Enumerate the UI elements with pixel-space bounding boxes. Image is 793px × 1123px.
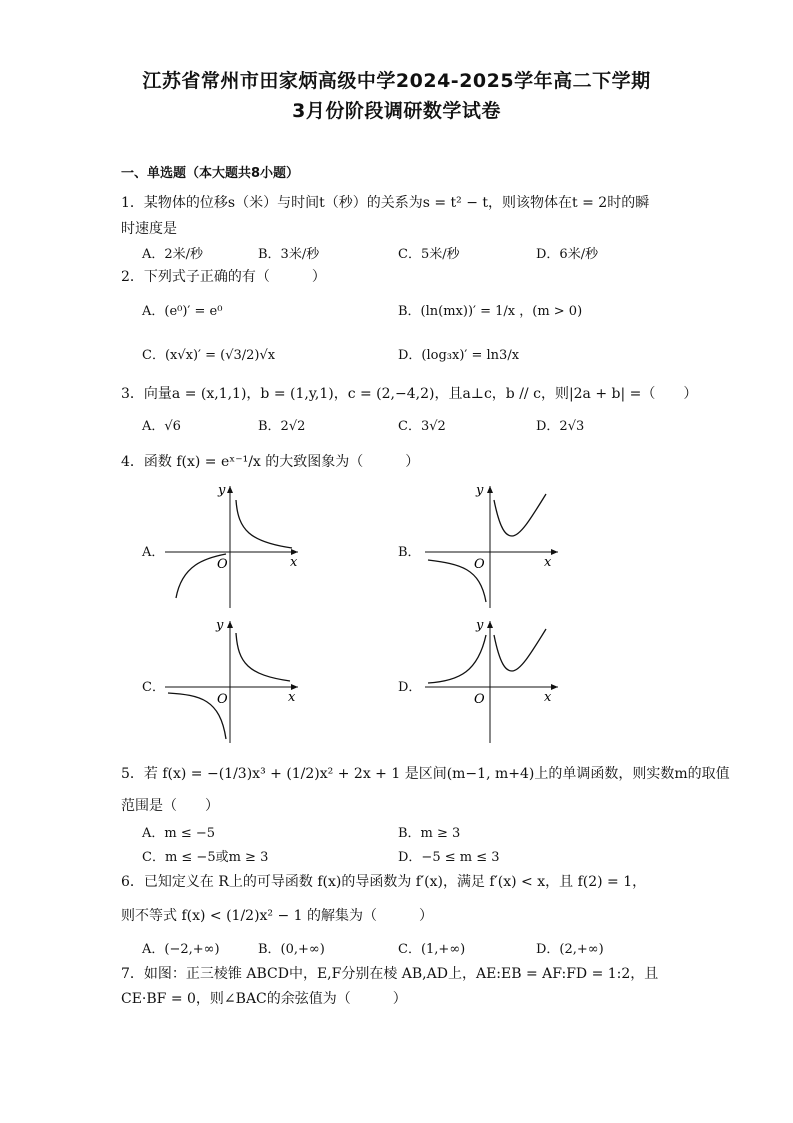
q4-stem: 4．函数 f(x) = eˣ⁻¹/x 的大致图象为（ ） bbox=[121, 454, 420, 470]
origin-label: O bbox=[474, 692, 485, 707]
q4-label-d: D． bbox=[398, 680, 422, 695]
x-label: x bbox=[288, 690, 296, 705]
q5-option-b: B．m ≥ 3 bbox=[398, 826, 461, 841]
q2-option-b: B．(ln(mx))′ = 1/x ，(m > 0) bbox=[398, 304, 583, 319]
q7-stem-line2: CE·BF = 0，则∠BAC的余弦值为（ ） bbox=[121, 991, 407, 1007]
q6-stem-line2: 则不等式 f(x) < (1/2)x² − 1 的解集为（ ） bbox=[121, 908, 434, 924]
q6-option-b: B．(0,+∞) bbox=[258, 942, 325, 957]
q4-label-c: C． bbox=[142, 680, 165, 695]
curve-right bbox=[236, 500, 292, 548]
q5-option-d: D．−5 ≤ m ≤ 3 bbox=[398, 850, 500, 865]
y-axis-arrow bbox=[227, 621, 233, 628]
q1-option-a: A．2米/秒 bbox=[142, 247, 204, 262]
q3-option-c: C．3√2 bbox=[398, 419, 446, 434]
q5-option-a: A．m ≤ −5 bbox=[142, 826, 216, 841]
q3-stem: 3．向量a = (x,1,1)，b = (1,y,1)，c = (2,−4,2)，且a⊥c，b // c，则|2a + b| =（ ） bbox=[121, 386, 698, 402]
q2-stem: 2．下列式子正确的有（ ） bbox=[121, 269, 326, 285]
q1-stem-line2: 时速度是 bbox=[121, 221, 177, 237]
q5-option-c: C．m ≤ −5或m ≥ 3 bbox=[142, 850, 269, 865]
x-label: x bbox=[544, 690, 552, 705]
q3-option-d: D．2√3 bbox=[536, 419, 585, 434]
curve-right bbox=[494, 494, 546, 536]
q6-option-c: C．(1,+∞) bbox=[398, 942, 466, 957]
q6-option-d: D．(2,+∞) bbox=[536, 942, 604, 957]
x-axis-arrow bbox=[551, 684, 558, 690]
y-label: y bbox=[476, 618, 484, 633]
q4-label-b: B． bbox=[398, 545, 421, 560]
q4-graph-a bbox=[160, 480, 305, 610]
x-label: x bbox=[290, 555, 298, 570]
origin-label: O bbox=[217, 557, 228, 572]
origin-label: O bbox=[474, 557, 485, 572]
q4-graph-d bbox=[420, 615, 565, 745]
exam-title-line2: 3月份阶段调研数学试卷 bbox=[292, 100, 501, 122]
q3-option-b: B．2√2 bbox=[258, 419, 306, 434]
q4-graph-c bbox=[160, 615, 305, 745]
section-heading: 一、单选题（本大题共8小题） bbox=[121, 166, 300, 181]
q1-option-c: C．5米/秒 bbox=[398, 247, 460, 262]
y-axis-arrow bbox=[487, 486, 493, 493]
q2-option-a: A．(e⁰)′ = e⁰ bbox=[142, 304, 223, 319]
q4-graph-b bbox=[420, 480, 565, 610]
y-axis-arrow bbox=[487, 621, 493, 628]
curve-left bbox=[428, 635, 486, 683]
q7-stem-line1: 7．如图：正三棱锥 ABCD中，E,F分别在棱 AB,AD上，AE:EB = AF:FD = 1:2，且 bbox=[121, 966, 659, 982]
q6-stem-line1: 6．已知定义在 R上的可导函数 f(x)的导函数为 f′(x)，满足 f′(x) < x，且 f(2) = 1， bbox=[121, 874, 647, 890]
q1-stem-line1: 1．某物体的位移s（米）与时间t（秒）的关系为s = t² − t，则该物体在t = 2时的瞬 bbox=[121, 195, 650, 211]
q1-option-d: D．6米/秒 bbox=[536, 247, 599, 262]
q5-stem-line2: 范围是（ ） bbox=[121, 798, 219, 814]
y-label: y bbox=[476, 483, 484, 498]
q6-option-a: A．(−2,+∞) bbox=[142, 942, 220, 957]
q4-label-a: A． bbox=[142, 545, 165, 560]
y-axis-arrow bbox=[227, 486, 233, 493]
curve-right bbox=[236, 633, 290, 681]
y-label: y bbox=[216, 618, 224, 633]
y-label: y bbox=[218, 483, 226, 498]
x-label: x bbox=[544, 555, 552, 570]
exam-title-line1: 江苏省常州市田家炳高级中学2024-2025学年高二下学期 bbox=[142, 70, 651, 92]
q2-option-d: D．(log₃x)′ = ln3/x bbox=[398, 348, 520, 363]
curve-right bbox=[494, 629, 546, 671]
q1-option-b: B．3米/秒 bbox=[258, 247, 320, 262]
q3-option-a: A．√6 bbox=[142, 419, 181, 434]
q2-option-c: C．(x√x)′ = (√3/2)√x bbox=[142, 348, 276, 363]
q5-stem-line1: 5．若 f(x) = −(1/3)x³ + (1/2)x² + 2x + 1 是区间(m−1, m+4)上的单调函数，则实数m的取值 bbox=[121, 766, 730, 782]
origin-label: O bbox=[217, 692, 228, 707]
x-axis-arrow bbox=[551, 549, 558, 555]
